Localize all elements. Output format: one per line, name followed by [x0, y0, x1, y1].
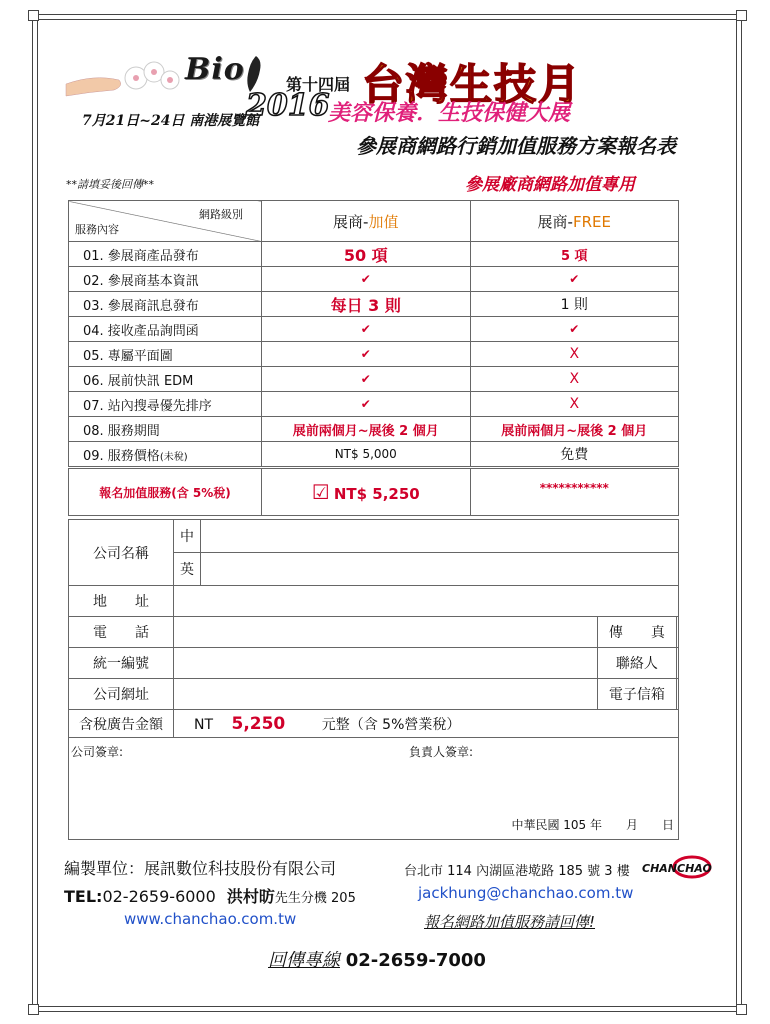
- form-title: 參展商網路行銷加值服務方案報名表: [356, 134, 676, 158]
- footer-address: 台北市 114 內湖區港墘路 185 號 3 樓: [404, 864, 630, 879]
- row-plus-value: NT$ 5,000: [262, 442, 471, 468]
- row-free-check-icon: ✔: [470, 317, 679, 342]
- reply-note: 報名網路加值服務請回傳!: [424, 913, 596, 931]
- row-free-x: X: [470, 367, 679, 392]
- company-info-form: [68, 519, 679, 840]
- row-free-value: 展前兩個月~展後 2 個月: [470, 417, 679, 442]
- event-dates: 7月21日~24日 南港展覽館: [82, 113, 260, 129]
- table-row: [69, 267, 679, 292]
- company-name-cn-field[interactable]: [201, 520, 679, 553]
- row-name: 03. 參展商訊息發布: [69, 292, 262, 317]
- col-free-prefix: 展商-: [537, 212, 573, 231]
- table-row: [69, 317, 679, 342]
- company-seal-label: 公司簽章:: [71, 745, 124, 759]
- signup-plus-price: NT$ 5,250: [333, 485, 420, 503]
- table-row: [69, 292, 679, 317]
- row-name: 05. 專屬平面圖: [69, 342, 262, 367]
- date-line: 中華民國 105 年 月 日: [511, 818, 674, 832]
- row-name: 01. 參展商產品發布: [69, 242, 262, 267]
- email-label: 電子信箱: [597, 679, 676, 710]
- company-name-en-label: 英: [174, 553, 201, 586]
- phone-field[interactable]: [174, 617, 598, 648]
- hotline-number: 02-2659-7000: [345, 950, 486, 971]
- row-plus-value: 50 項: [262, 242, 471, 267]
- row-plus-check-icon: ✔: [262, 367, 471, 392]
- row-plus-value: 展前兩個月~展後 2 個月: [262, 417, 471, 442]
- col-plus-highlight: 加值: [368, 212, 399, 231]
- producer: 編製單位：展訊數位科技股份有限公司: [64, 859, 337, 878]
- row-plus-check-icon: ✔: [262, 392, 471, 417]
- event-main-title: 台灣生技月: [362, 60, 583, 109]
- red-heading: 參展廠商網路加值專用: [465, 175, 635, 195]
- row-name: 07. 站內搜尋優先排序: [69, 392, 262, 417]
- company-name-en-field[interactable]: [201, 553, 679, 586]
- fax-label: 傳 真: [597, 617, 676, 648]
- amount-cell: [174, 710, 679, 738]
- fax-field[interactable]: [676, 617, 678, 648]
- row-plus-value: 每日 3 則: [262, 292, 471, 317]
- contact-field[interactable]: [676, 648, 678, 679]
- service-table: [68, 200, 679, 516]
- row-free-check-icon: ✔: [470, 267, 679, 292]
- row-name: [69, 442, 262, 468]
- row-name: 04. 接收產品詢問函: [69, 317, 262, 342]
- amount-prefix: NT: [194, 716, 214, 733]
- row-free-x: X: [470, 392, 679, 417]
- amount-value: 5,250: [231, 713, 286, 734]
- table-row: [69, 242, 679, 267]
- signup-label: 報名加值服務(含 5%稅): [69, 468, 262, 516]
- contact-name: 洪村昉: [226, 887, 275, 906]
- event-year: 2016: [246, 88, 330, 123]
- col-free-header: [470, 201, 679, 242]
- orchid-hand-illustration: [64, 44, 184, 114]
- frame-corner: [28, 10, 39, 21]
- logo-text: CHANCHAO: [642, 862, 712, 875]
- contact-label: 聯絡人: [597, 648, 676, 679]
- frame-corner: [736, 10, 747, 21]
- chanchao-logo: [640, 855, 712, 879]
- col-free-highlight: FREE: [572, 212, 611, 231]
- table-row: [69, 417, 679, 442]
- website-label: 公司網址: [69, 679, 174, 710]
- table-row: [69, 442, 679, 468]
- table-row: [69, 392, 679, 417]
- header-diagonal-cell: [69, 201, 262, 242]
- tax-id-label: 統一編號: [69, 648, 174, 679]
- row-plus-check-icon: ✔: [262, 342, 471, 367]
- table-row: [69, 367, 679, 392]
- signup-plus-cell[interactable]: [262, 468, 471, 516]
- row-name-small: (未稅): [159, 451, 188, 463]
- signature-area[interactable]: [69, 738, 679, 840]
- email-field[interactable]: [676, 679, 678, 710]
- row-name: 08. 服務期間: [69, 417, 262, 442]
- row-free-value: 1 則: [470, 292, 679, 317]
- person-seal-label: 負責人簽章:: [409, 745, 474, 759]
- tel-label: TEL:: [64, 887, 103, 906]
- row-plus-check-icon: ✔: [262, 317, 471, 342]
- frame-corner: [28, 1004, 39, 1015]
- signup-free-stars: ***********: [470, 468, 679, 516]
- footer-website-link[interactable]: www.chanchao.com.tw: [124, 910, 297, 928]
- contact-title: 先生: [274, 891, 301, 906]
- address-label: 地 址: [69, 586, 174, 617]
- tel-number: 02-2659-6000: [102, 887, 216, 906]
- row-free-value: 5 項: [470, 242, 679, 267]
- col-plus-header: [262, 201, 471, 242]
- company-name-label: 公司名稱: [69, 520, 174, 586]
- amount-suffix: 元整（含 5%營業稅）: [321, 716, 461, 733]
- fill-note: **請填妥後回傳**: [66, 178, 154, 191]
- row-free-value: 免費: [470, 442, 679, 468]
- row-plus-check-icon: ✔: [262, 267, 471, 292]
- tax-id-field[interactable]: [174, 648, 598, 679]
- amount-label: 含稅廣告金額: [69, 710, 174, 738]
- edition-label: 第十四屆: [286, 75, 351, 94]
- header-content-label: 服務內容: [75, 223, 119, 236]
- row-free-x: X: [470, 342, 679, 367]
- hotline-label: 回傳專線: [268, 950, 340, 971]
- header-level-label: 網路級別: [199, 208, 243, 221]
- footer-tel: [64, 884, 356, 907]
- event-sub-title: 美容保養．生技保健大展: [328, 100, 571, 126]
- footer-email-link[interactable]: jackhung@chanchao.com.tw: [418, 884, 634, 902]
- frame-corner: [736, 1004, 747, 1015]
- col-plus-prefix: 展商-: [333, 212, 369, 231]
- row-name: 02. 參展商基本資訊: [69, 267, 262, 292]
- table-row: [69, 342, 679, 367]
- phone-label: 電 話: [69, 617, 174, 648]
- contact-ext: 分機 205: [300, 891, 356, 906]
- website-field[interactable]: [174, 679, 598, 710]
- address-field[interactable]: [174, 586, 679, 617]
- checked-box-icon[interactable]: ☑: [311, 480, 330, 504]
- row-name-main: 09. 服務價格: [83, 448, 160, 464]
- bio-logo: Bio: [185, 52, 245, 87]
- fax-hotline: [268, 946, 486, 972]
- row-name: 06. 展前快訊 EDM: [69, 367, 262, 392]
- company-name-cn-label: 中: [174, 520, 201, 553]
- signup-row: [69, 468, 679, 516]
